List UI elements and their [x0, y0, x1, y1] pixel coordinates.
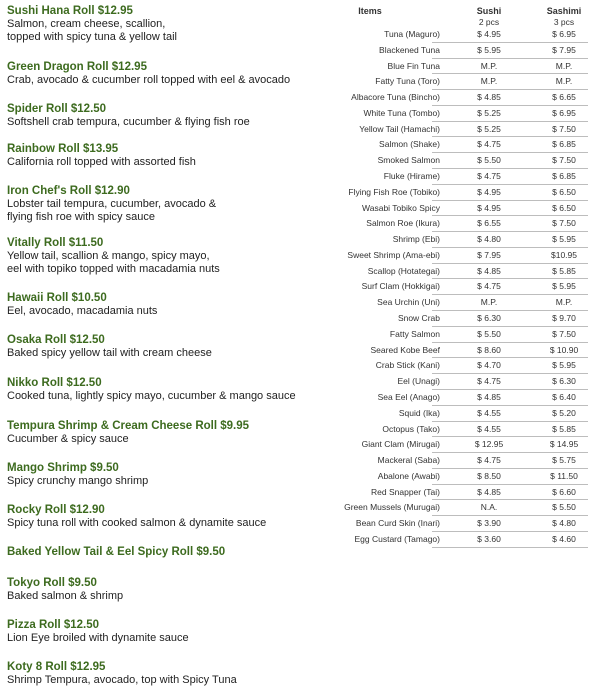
item-name: Fatty Tuna (Toro) — [375, 76, 440, 87]
sashimi-price: $ 7.95 — [552, 44, 576, 55]
table-row — [0, 248, 608, 264]
table-row — [0, 358, 608, 374]
sushi-price: $ 3.60 — [477, 533, 501, 544]
table-row — [0, 516, 608, 532]
table-row — [0, 406, 608, 422]
sashimi-price: $ 7.50 — [552, 328, 576, 339]
item-name: Flying Fish Roe (Tobiko) — [348, 186, 440, 197]
table-row — [0, 500, 608, 516]
roll-description: Baked salmon & shrimp — [7, 590, 124, 602]
item-name: Mackeral (Saba) — [377, 455, 440, 466]
sushi-price: $ 4.70 — [477, 360, 501, 371]
table-row — [0, 532, 608, 548]
table-row — [0, 374, 608, 390]
item-name: Salmon Roe (Ikura) — [366, 218, 440, 229]
sushi-price: $ 4.75 — [477, 281, 501, 292]
table-row — [0, 43, 608, 59]
table-row — [0, 469, 608, 485]
item-name: Egg Custard (Tamago) — [354, 533, 440, 544]
roll-description: California roll topped with assorted fish — [7, 156, 196, 168]
item-name: Albacore Tuna (Bincho) — [351, 92, 440, 103]
sushi-price: $ 12.95 — [474, 439, 504, 450]
sushi-price: $ 4.75 — [477, 139, 501, 150]
table-row — [0, 137, 608, 153]
sashimi-price: $ 10.90 — [549, 344, 579, 355]
sashimi-price: $ 4.60 — [552, 533, 576, 544]
sashimi-price: $ 6.50 — [552, 202, 576, 213]
item-name: Snow Crab — [397, 313, 440, 324]
table-row — [0, 264, 608, 280]
sashimi-qty: 3 pcs — [553, 17, 575, 27]
sashimi-price: $ 5.75 — [552, 455, 576, 466]
sashimi-price: $ 5.95 — [552, 281, 576, 292]
roll-name: Green Dragon Roll $12.95 — [7, 61, 147, 73]
sashimi-price: $ 7.50 — [552, 155, 576, 166]
sashimi-price: M.P. — [555, 76, 573, 87]
roll-name: Baked Yellow Tail & Eel Spicy Roll $9.50 — [7, 546, 226, 558]
roll-description: Salmon, cream cheese, scallion, — [7, 18, 166, 30]
sushi-price: $ 5.25 — [477, 107, 501, 118]
sashimi-price: $ 6.40 — [552, 391, 576, 402]
table-row — [0, 279, 608, 295]
table-row — [0, 153, 608, 169]
sashimi-price: $ 6.85 — [552, 139, 576, 150]
roll-description: Cooked tuna, lightly spicy mayo, cucumber & mango sauce — [7, 390, 296, 402]
item-name: Blackened Tuna — [379, 44, 440, 55]
item-name: Surf Clam (Hokkigai) — [361, 281, 440, 292]
sushi-price: $ 5.50 — [477, 155, 501, 166]
roll-name: Rocky Roll $12.90 — [7, 504, 105, 516]
roll-name: Spider Roll $12.50 — [7, 103, 107, 115]
roll-name: Koty 8 Roll $12.95 — [7, 661, 106, 673]
sashimi-price: $ 5.85 — [552, 423, 576, 434]
item-name: White Tuna (Tombo) — [363, 107, 440, 118]
sushi-price: $ 7.95 — [477, 249, 501, 260]
roll-description: Spicy crunchy mango shrimp — [7, 475, 149, 487]
roll-description: Yellow tail, scallion & mango, spicy mayo, — [7, 250, 210, 262]
item-name: Sweet Shrimp (Ama-ebi) — [347, 249, 440, 260]
sashimi-price: $ 7.50 — [552, 218, 576, 229]
sashimi-price: $ 9.70 — [552, 313, 576, 324]
sashimi-price: $ 6.50 — [552, 186, 576, 197]
item-name: Tuna (Maguro) — [384, 29, 440, 39]
roll-description: Baked spicy yellow tail with cream cheese — [7, 347, 212, 359]
item-name: Sea Urchin (Uni) — [377, 297, 440, 308]
item-name: Shrimp (Ebi) — [392, 234, 440, 245]
table-row — [0, 453, 608, 469]
table-row — [0, 422, 608, 438]
sashimi-price: $ 4.80 — [552, 518, 576, 529]
sushi-price: M.P. — [480, 297, 498, 308]
roll-description: Softshell crab tempura, cucumber & flying fish roe — [7, 116, 250, 128]
sushi-price: $ 6.55 — [477, 218, 501, 229]
roll-name: Tokyo Roll $9.50 — [7, 577, 97, 589]
sushi-price: $ 4.80 — [477, 234, 501, 245]
sushi-price: $ 4.85 — [477, 486, 501, 497]
sashimi-price: $ 6.60 — [552, 486, 576, 497]
sushi-price: $ 4.95 — [477, 186, 501, 197]
sushi-price: $ 4.85 — [477, 92, 501, 103]
roll-description: Lobster tail tempura, cucumber, avocado & — [7, 198, 217, 210]
sushi-header: Sushi — [476, 6, 502, 16]
row-divider — [432, 547, 588, 548]
sashimi-price: $ 14.95 — [549, 439, 579, 450]
item-name: Scallop (Hotategai) — [367, 265, 440, 276]
table-row — [0, 343, 608, 359]
sushi-price: N.A. — [480, 502, 498, 513]
item-name: Fluke (Hirame) — [383, 171, 440, 182]
sushi-price: $ 4.85 — [477, 265, 501, 276]
item-name: Blue Fin Tuna — [387, 60, 440, 71]
sashimi-price: $ 5.95 — [552, 234, 576, 245]
table-row — [0, 327, 608, 343]
sashimi-price: $ 6.95 — [552, 107, 576, 118]
table-row — [0, 59, 608, 75]
table-row — [0, 390, 608, 406]
sushi-price: $ 4.75 — [477, 376, 501, 387]
roll-name: Tempura Shrimp & Cream Cheese Roll $9.95 — [7, 420, 250, 432]
roll-name: Rainbow Roll $13.95 — [7, 143, 119, 155]
sashimi-price: $10.95 — [551, 249, 577, 260]
sashimi-price: $ 5.85 — [552, 265, 576, 276]
sashimi-price: M.P. — [555, 60, 573, 71]
items-header: Items — [358, 6, 382, 16]
roll-name: Osaka Roll $12.50 — [7, 334, 105, 346]
sushi-price: $ 4.55 — [477, 407, 501, 418]
table-row — [0, 437, 608, 453]
sushi-price: $ 5.95 — [477, 44, 501, 55]
sushi-price: $ 4.55 — [477, 423, 501, 434]
sushi-qty: 2 pcs — [478, 17, 500, 27]
item-name: Salmon (Shake) — [379, 139, 440, 150]
sashimi-header: Sashimi — [546, 6, 582, 16]
table-row — [0, 185, 608, 201]
sashimi-price: $ 6.65 — [552, 92, 576, 103]
sushi-price: $ 6.30 — [477, 313, 501, 324]
roll-name: Mango Shrimp $9.50 — [7, 462, 119, 474]
item-name: Seared Kobe Beef — [370, 344, 440, 355]
sashimi-price: $ 11.50 — [550, 470, 578, 481]
roll-description: Cucumber & spicy sauce — [7, 433, 129, 445]
sushi-price: $ 8.60 — [477, 344, 501, 355]
table-row — [0, 232, 608, 248]
table-row — [0, 295, 608, 311]
roll-name: Nikko Roll $12.50 — [7, 377, 102, 389]
roll-description: eel with topiko topped with macadamia nuts — [7, 262, 220, 275]
item-name: Smoked Salmon — [377, 155, 440, 166]
roll-description: Spicy tuna roll with cooked salmon & dynamite sauce — [7, 517, 267, 529]
sashimi-price: $ 7.50 — [552, 123, 576, 134]
sashimi-price: $ 5.95 — [552, 360, 576, 371]
roll-description: Shrimp Tempura, avocado, top with Spicy Tuna — [7, 674, 237, 686]
table-row — [0, 74, 608, 90]
item-name: Red Snapper (Tai) — [371, 486, 440, 497]
sashimi-price: $ 6.95 — [552, 29, 576, 39]
sushi-price: $ 4.75 — [477, 455, 501, 466]
sushi-price: $ 3.90 — [477, 518, 501, 529]
item-name: Sea Eel (Anago) — [377, 391, 440, 402]
table-row — [0, 216, 608, 232]
sushi-price: M.P. — [480, 76, 498, 87]
sashimi-price: $ 6.85 — [552, 171, 576, 182]
item-name: Bean Curd Skin (Inari) — [355, 518, 440, 529]
roll-description: Eel, avocado, macadamia nuts — [7, 305, 158, 317]
sashimi-price: $ 5.20 — [552, 407, 576, 418]
roll-name: Hawaii Roll $10.50 — [7, 292, 107, 304]
sushi-price: $ 5.50 — [477, 328, 501, 339]
item-name: Giant Clam (Mirugai) — [361, 439, 440, 450]
table-row — [0, 169, 608, 185]
table-row — [0, 106, 608, 122]
table-row — [0, 311, 608, 327]
sushi-price: $ 5.25 — [477, 123, 501, 134]
item-name: Fatty Salmon — [389, 328, 440, 339]
roll-name: Sushi Hana Roll $12.95 — [7, 5, 133, 17]
roll-name: Iron Chef's Roll $12.90 — [7, 185, 130, 197]
sashimi-price: $ 6.30 — [552, 376, 576, 387]
sushi-price: $ 4.95 — [477, 202, 501, 213]
roll-description: flying fish roe with spicy sauce — [7, 210, 155, 223]
sushi-price: $ 4.85 — [477, 391, 501, 402]
roll-name: Vitally Roll $11.50 — [7, 237, 104, 249]
roll-description: Lion Eye broiled with dynamite sauce — [7, 632, 189, 644]
table-row — [0, 27, 608, 43]
sushi-price: M.P. — [480, 60, 498, 71]
sashimi-price: $ 5.50 — [552, 502, 576, 513]
item-name: Squid (Ika) — [398, 407, 440, 418]
sushi-price: $ 4.75 — [477, 171, 501, 182]
sushi-price: $ 4.95 — [477, 29, 501, 39]
item-name: Crab Stick (Kani) — [375, 360, 440, 371]
item-name: Green Mussels (Murugai) — [344, 502, 440, 513]
table-row — [0, 485, 608, 501]
item-name: Yellow Tail (Hamachi) — [359, 123, 440, 134]
table-row — [0, 122, 608, 138]
roll-description: topped with spicy tuna & yellow tail — [7, 30, 177, 43]
item-name: Wasabi Tobiko Spicy — [362, 202, 440, 213]
sushi-price: $ 8.50 — [477, 470, 501, 481]
roll-name: Pizza Roll $12.50 — [7, 619, 100, 631]
table-row — [0, 201, 608, 217]
item-name: Eel (Unagi) — [397, 376, 440, 387]
table-row — [0, 90, 608, 106]
item-name: Abalone (Awabi) — [377, 470, 440, 481]
sashimi-price: M.P. — [555, 297, 573, 308]
item-name: Octopus (Tako) — [382, 423, 440, 434]
roll-description: Crab, avocado & cucumber roll topped with eel & avocado — [7, 74, 291, 86]
